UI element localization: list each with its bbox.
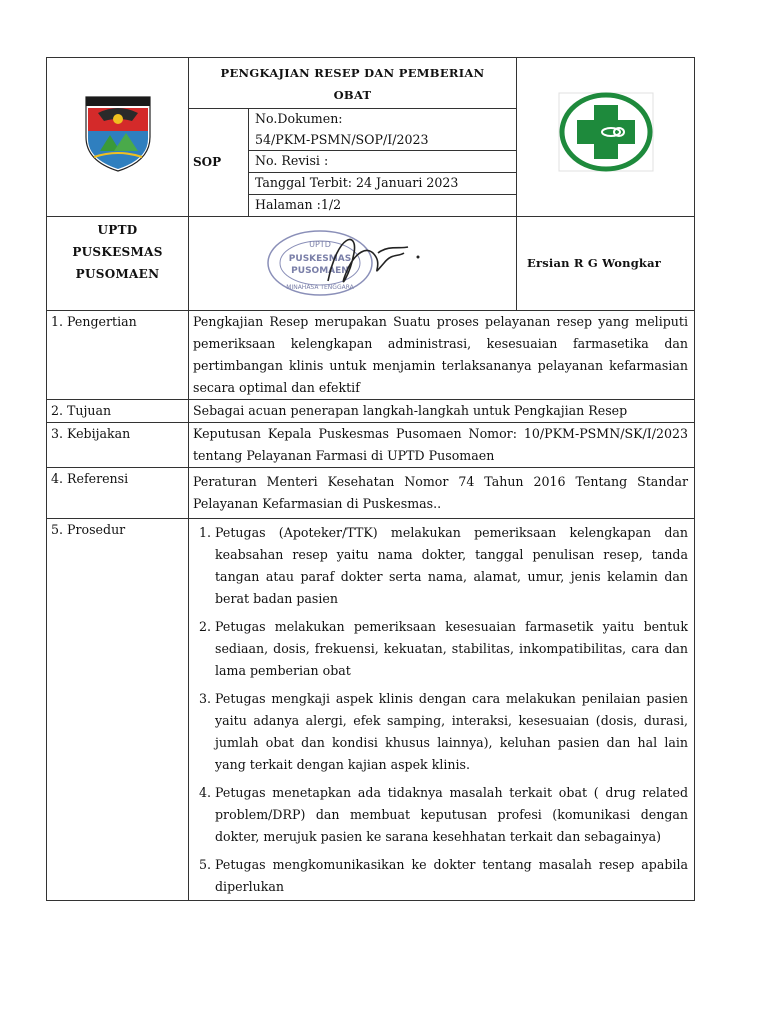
section-text-pengertian: Pengkajian Resep merupakan Suatu proses pelayanan resep yang meliputi pemeriksaan kelengkapan administrasi, kesesuaian farmasetika dan pertimbangan klinis untuk menjamin terlaksananya pelayanan kefarmasian secara optimal dan efektif [189, 310, 695, 399]
sop-table [46, 57, 695, 901]
procedure-step: 4. Petugas menetapkan ada tidaknya masalah terkait obat ( drug related problem/DRP) dan membuat keputusan profesi (komunikasi dengan dokter, merujuk pasien ke sarana kesehhatan terkait dan sebagainya) [215, 782, 688, 848]
signer-name: Ersian R G Wongkar [517, 216, 695, 310]
doc-number-value: 54/PKM-PSMN/SOP/I/2023 [255, 131, 429, 147]
procedure-step: 2. Petugas melakukan pemeriksaan kesesuaian farmasetik yaitu bentuk sediaan, dosis, frekuensi, kekuatan, stabilitas, inkompatibilitas, cara dan lama pemberian obat [215, 616, 688, 682]
stamp-text-top: UPTD [308, 239, 331, 249]
procedure-step: 1. Petugas (Apoteker/TTK) melakukan pemeriksaan kelengkapan dan keabsahan resep yaitu nama dokter, tanggal penulisan resep, tanda tangan atau paraf dokter serta nama, alamat, umur, jenis kelamin dan berat badan pasien [215, 522, 688, 610]
issue-date: Tanggal Terbit: 24 Januari 2023 [249, 173, 517, 195]
org-line-1: UPTD [97, 222, 138, 237]
section-label-pengertian: 1. Pengertian [47, 310, 189, 399]
section-label-tujuan: 2. Tujuan [47, 399, 189, 422]
sop-document [46, 57, 694, 901]
section-label-prosedur: 5. Prosedur [47, 518, 189, 900]
revision-number: No. Revisi : [249, 151, 517, 173]
minahasa-tenggara-emblem-icon [82, 91, 154, 173]
regency-logo-cell [47, 58, 189, 217]
section-text-referensi: Peraturan Menteri Kesehatan Nomor 74 Tahun 2016 Tentang Standar Pelayanan Kefarmasian di Puskesmas.. [189, 467, 695, 518]
doc-number-cell [249, 109, 517, 151]
title-line-1: PENGKAJIAN RESEP DAN PEMBERIAN [220, 66, 485, 80]
procedure-step: 5. Petugas mengkomunikasikan ke dokter tentang masalah resep apabila diperlukan [215, 854, 688, 898]
section-label-kebijakan: 3. Kebijakan [47, 422, 189, 467]
procedure-step: 3. Petugas mengkaji aspek klinis dengan cara melakukan penilaian pasien yaitu adanya alergi, efek samping, interaksi, kesesuaian (dosis, durasi, jumlah obat dan kondisi khusus lainnya), keluhan pasien dan hal lain yang terkait dengan kajian aspek klinis. [215, 688, 688, 776]
doc-number-label: No.Dokumen: [255, 111, 343, 126]
puskesmas-cross-logo-icon [557, 91, 655, 173]
org-line-2: PUSKESMAS [72, 244, 163, 259]
section-text-tujuan: Sebagai acuan penerapan langkah-langkah untuk Pengkajian Resep [189, 399, 695, 422]
title-line-2: OBAT [333, 88, 372, 102]
procedure-steps-list [189, 522, 694, 898]
puskesmas-logo-cell [517, 58, 695, 217]
org-line-3: PUSOMAEN [75, 266, 160, 281]
stamp-text-mid: PUSKESMAS [288, 253, 351, 264]
section-text-kebijakan: Keputusan Kepala Puskesmas Pusomaen Nomor: 10/PKM-PSMN/SK/I/2023 tentang Pelayanan Farmasi di UPTD Pusomaen [189, 422, 695, 467]
sop-label: SOP [189, 109, 249, 217]
signature-stamp-cell [189, 216, 517, 310]
stamp-text-mid2: PUSOMAEN [290, 265, 349, 276]
official-stamp-signature-icon [258, 223, 448, 303]
stamp-text-bottom: MINAHASA TENGGARA [285, 283, 354, 291]
section-label-referensi: 4. Referensi [47, 467, 189, 518]
page-number: Halaman :1/2 [249, 195, 517, 217]
document-title [189, 58, 517, 109]
procedure-steps-cell [189, 518, 695, 900]
organization-name [47, 216, 189, 310]
